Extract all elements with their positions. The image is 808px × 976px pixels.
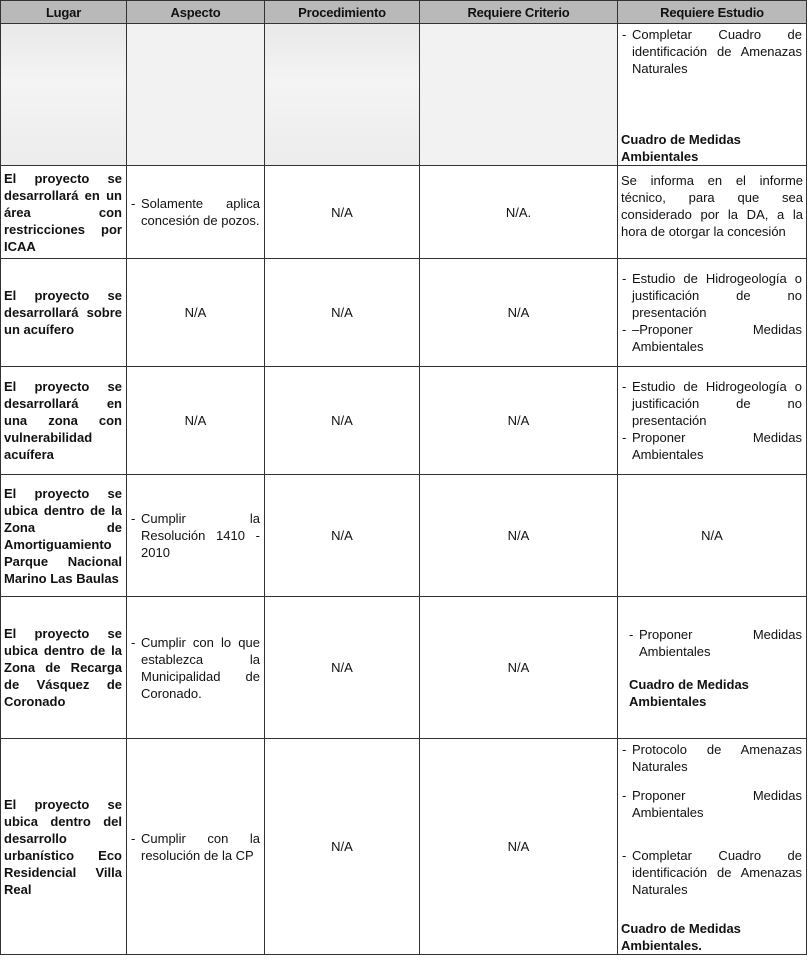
estudio-item: - Completar Cuadro de identificación de Amenazas Naturales (632, 847, 802, 898)
criterio-cell: N/A (420, 597, 618, 739)
procedimiento-cell (265, 24, 420, 166)
aspecto-item: - Solamente aplica concesión de pozos. (141, 195, 260, 229)
table-row (1, 166, 807, 259)
table-row (1, 367, 807, 475)
estudio-cell (618, 739, 807, 955)
criterio-cell: N/A. (420, 166, 618, 259)
estudio-footer: Cuadro de Medidas Ambientales (629, 676, 749, 709)
estudio-cell: N/A (618, 475, 807, 597)
criterio-cell (420, 24, 618, 166)
estudio-item: - Proponer Medidas Ambientales (632, 429, 802, 463)
aspecto-cell: N/A (127, 259, 265, 367)
lugar-cell: El proyecto se ubica dentro de la Zona de Recarga de Vásquez de Coronado (1, 597, 127, 739)
table-row (1, 24, 807, 166)
table-row (1, 259, 807, 367)
header-requiere-estudio: Requiere Estudio (618, 1, 807, 24)
estudio-cell: Se informa en el informe técnico, para que sea considerado por la DA, a la hora de otorgar la concesión (618, 166, 807, 259)
estudio-cell (618, 597, 807, 739)
header-aspecto: Aspecto (127, 1, 265, 24)
aspecto-cell (127, 475, 265, 597)
lugar-cell: El proyecto se ubica dentro de la Zona de Amortiguamiento Parque Nacional Marino Las Baulas (1, 475, 127, 597)
procedimiento-cell: N/A (265, 739, 420, 955)
header-requiere-criterio: Requiere Criterio (420, 1, 618, 24)
estudio-item: - Proponer Medidas Ambientales (639, 626, 802, 660)
estudio-item: - Proponer Medidas Ambientales (632, 787, 802, 821)
procedimiento-cell: N/A (265, 367, 420, 475)
table-header-row (1, 1, 807, 24)
criterio-cell: N/A (420, 739, 618, 955)
estudio-item: - Completar Cuadro de identificación de Amenazas Naturales (632, 26, 802, 77)
estudio-cell (618, 259, 807, 367)
aspecto-item: - Cumplir la Resolución 1410 - 2010 (141, 510, 260, 561)
aspecto-cell (127, 166, 265, 259)
table-row (1, 475, 807, 597)
lugar-cell (1, 24, 127, 166)
procedimiento-cell: N/A (265, 259, 420, 367)
procedimiento-cell: N/A (265, 597, 420, 739)
header-procedimiento: Procedimiento (265, 1, 420, 24)
aspecto-item: - Cumplir con lo que establezca la Municipalidad de Coronado. (141, 634, 260, 702)
lugar-cell: El proyecto se desarrollará en un área con restricciones por ICAA (1, 166, 127, 259)
procedimiento-cell: N/A (265, 166, 420, 259)
table-row (1, 597, 807, 739)
criterio-cell: N/A (420, 367, 618, 475)
estudio-item: - Estudio de Hidrogeología o justificación de no presentación (632, 378, 802, 429)
estudio-cell (618, 367, 807, 475)
lugar-cell: El proyecto se desarrollará en una zona con vulnerabilidad acuífera (1, 367, 127, 475)
estudio-item: - Estudio de Hidrogeología o justificación de no presentación (632, 270, 802, 321)
estudio-item: - Protocolo de Amenazas Naturales (632, 741, 802, 775)
aspecto-item: - Cumplir con la resolución de la CP (141, 830, 260, 864)
aspecto-cell (127, 739, 265, 955)
lugar-cell: El proyecto se ubica dentro del desarrollo urbanístico Eco Residencial Villa Real (1, 739, 127, 955)
table-row (1, 739, 807, 955)
header-lugar: Lugar (1, 1, 127, 24)
criterio-cell: N/A (420, 475, 618, 597)
aspecto-cell (127, 597, 265, 739)
aspecto-cell: N/A (127, 367, 265, 475)
aspecto-cell (127, 24, 265, 166)
estudio-item: - –Proponer Medidas Ambientales (632, 321, 802, 355)
estudio-cell (618, 24, 807, 166)
estudio-footer: Cuadro de Medidas Ambientales (621, 132, 741, 164)
procedimiento-cell: N/A (265, 475, 420, 597)
criterio-cell: N/A (420, 259, 618, 367)
lugar-cell: El proyecto se desarrollará sobre un acuífero (1, 259, 127, 367)
estudio-footer: Cuadro de Medidas Ambientales. (621, 921, 741, 953)
